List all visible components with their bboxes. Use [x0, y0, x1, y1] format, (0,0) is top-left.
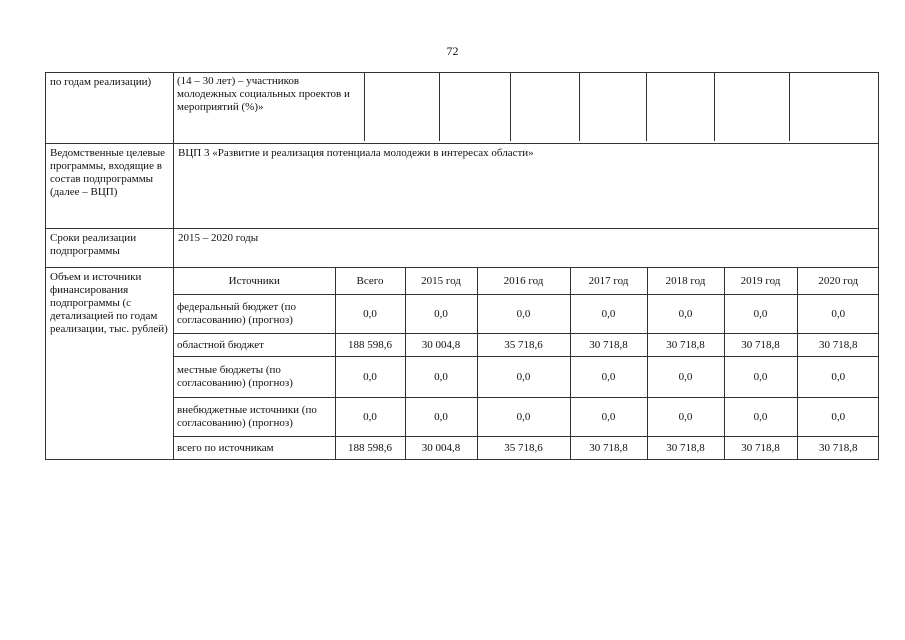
value-cell: 0,0	[797, 398, 879, 437]
empty-cell	[511, 73, 579, 141]
passport-table	[45, 72, 879, 460]
source-cell: федеральный бюджет (по согласованию) (прогноз)	[174, 295, 335, 334]
value-cell: 30 004,8	[405, 437, 477, 460]
row-funding	[46, 268, 879, 460]
value-cell: 30 718,8	[647, 437, 724, 460]
value-cell: 0,0	[797, 295, 879, 334]
value-cell: 0,0	[647, 398, 724, 437]
column-header: Источники	[174, 268, 335, 295]
column-header: Всего	[335, 268, 405, 295]
column-header: 2017 год	[570, 268, 647, 295]
row-label: Сроки реализации подпрограммы	[46, 229, 174, 268]
value-cell: 0,0	[335, 295, 405, 334]
funding-table	[174, 268, 879, 459]
table-row	[174, 295, 879, 334]
row-vcp	[46, 144, 879, 229]
value-cell: 0,0	[477, 357, 570, 398]
funding-cell	[174, 268, 879, 460]
value-cell: 188 598,6	[335, 437, 405, 460]
value-cell: 0,0	[405, 398, 477, 437]
value-cell: 35 718,6	[477, 334, 570, 357]
column-header: 2015 год	[405, 268, 477, 295]
row-label: Ведомственные целевые программы, входящие в состав подпрограммы (далее – ВЦП)	[46, 144, 174, 229]
row-label: по годам реализации)	[46, 73, 174, 144]
source-cell: местные бюджеты (по согласованию) (прогноз)	[174, 357, 335, 398]
empty-cell	[364, 73, 439, 141]
value-cell: 30 718,8	[570, 437, 647, 460]
value-cell: 0,0	[647, 295, 724, 334]
column-header: 2016 год	[477, 268, 570, 295]
value-cell: 30 718,8	[797, 437, 879, 460]
source-cell: всего по источникам	[174, 437, 335, 460]
empty-cell	[439, 73, 511, 141]
value-cell: 0,0	[570, 295, 647, 334]
row-indicator-continuation	[46, 73, 879, 144]
value-cell: 0,0	[477, 295, 570, 334]
vcp-text: ВЦП 3 «Развитие и реализация потенциала молодежи в интересах области»	[174, 144, 879, 229]
value-cell: 30 718,8	[570, 334, 647, 357]
funding-header-row	[174, 268, 879, 295]
value-cell: 30 718,8	[724, 437, 797, 460]
value-cell: 188 598,6	[335, 334, 405, 357]
value-cell: 0,0	[405, 357, 477, 398]
empty-cell	[790, 73, 878, 141]
page-number: 72	[446, 44, 459, 58]
value-cell: 0,0	[335, 357, 405, 398]
source-cell: внебюджетные источники (по согласованию) (прогноз)	[174, 398, 335, 437]
column-header: 2018 год	[647, 268, 724, 295]
value-cell: 30 004,8	[405, 334, 477, 357]
value-cell: 0,0	[335, 398, 405, 437]
value-cell: 30 718,8	[647, 334, 724, 357]
term-text: 2015 – 2020 годы	[174, 229, 879, 268]
value-cell: 0,0	[570, 398, 647, 437]
value-cell: 35 718,6	[477, 437, 570, 460]
value-cell: 0,0	[797, 357, 879, 398]
value-cell: 0,0	[477, 398, 570, 437]
value-cell: 0,0	[405, 295, 477, 334]
source-cell: областной бюджет	[174, 334, 335, 357]
table-row	[174, 334, 879, 357]
value-cell: 0,0	[647, 357, 724, 398]
row-term	[46, 229, 879, 268]
column-header: 2019 год	[724, 268, 797, 295]
value-cell: 0,0	[724, 357, 797, 398]
empty-cell	[646, 73, 714, 141]
value-cell: 0,0	[724, 295, 797, 334]
indicator-grid	[174, 73, 878, 141]
value-cell: 30 718,8	[797, 334, 879, 357]
indicator-cell	[174, 73, 879, 144]
empty-cell	[715, 73, 790, 141]
value-cell: 0,0	[570, 357, 647, 398]
row-label: Объем и источники финансирования подпрограммы (с детализацией по годам реализации, тыс. рублей)	[46, 268, 174, 460]
indicator-text: (14 – 30 лет) – участников молодежных социальных проектов и мероприятий (%)»	[174, 73, 364, 141]
value-cell: 30 718,8	[724, 334, 797, 357]
empty-cell	[579, 73, 646, 141]
table-row-total	[174, 437, 879, 460]
column-header: 2020 год	[797, 268, 879, 295]
value-cell: 0,0	[724, 398, 797, 437]
table-row	[174, 398, 879, 437]
table-row	[174, 357, 879, 398]
